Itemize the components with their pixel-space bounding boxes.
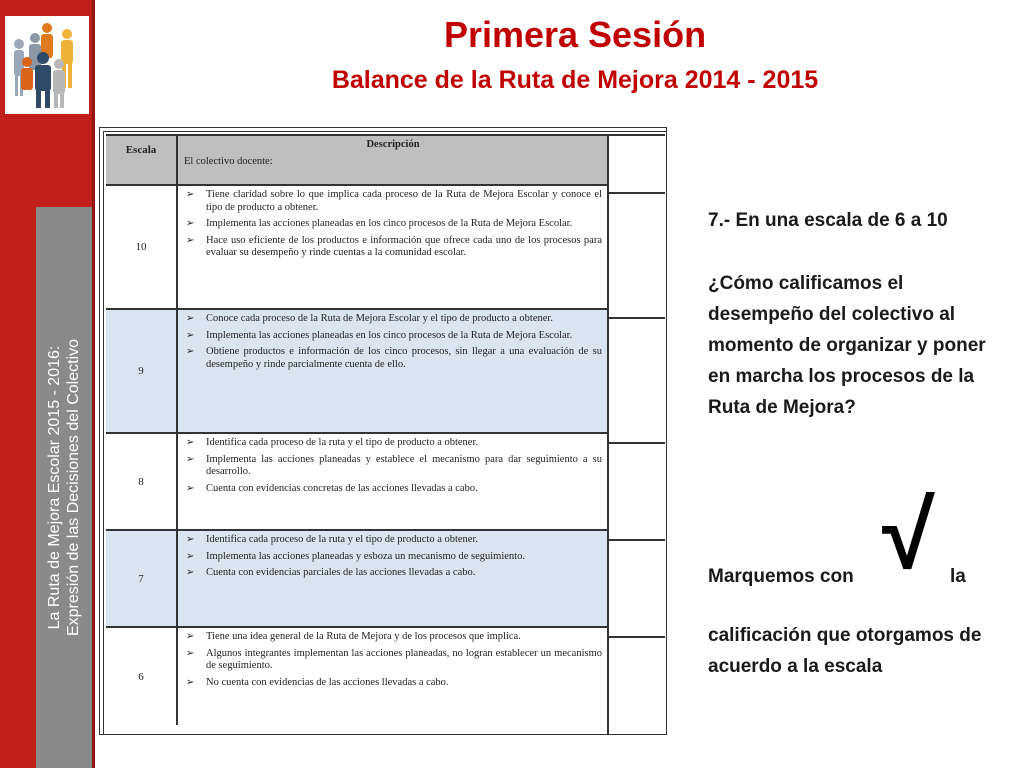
scale-value: 10 [106, 185, 177, 309]
scale-value: 8 [106, 433, 177, 530]
list-item: ➢ Tiene una idea general de la Ruta de Mejora y de los procesos que implica. [184, 631, 602, 644]
list-item: ➢ Cuenta con evidencias concretas de las acciones llevadas a cabo. [184, 483, 602, 496]
sidebar-caption [36, 207, 92, 768]
rating-column [607, 134, 665, 734]
question-number: 7.- En una escala de 6 a 10 [708, 210, 948, 231]
page-subtitle: Balance de la Ruta de Mejora 2014 - 2015 [331, 66, 819, 94]
scale-value: 7 [106, 530, 177, 627]
rubric-table-frame [99, 127, 667, 735]
list-item: ➢ Implementa las acciones planeadas en los cinco procesos de la Ruta de Mejora Escolar. [184, 330, 602, 343]
scale-description [177, 627, 608, 725]
team-logo [5, 16, 89, 114]
scale-value: 9 [106, 309, 177, 433]
scale-description [177, 185, 608, 309]
rating-cell-9[interactable] [607, 317, 665, 442]
rating-cell-8[interactable] [607, 442, 665, 539]
side-band-edge [92, 0, 95, 768]
table-header-row [106, 135, 608, 185]
list-item: ➢ Hace uso eficiente de los productos e información que ofrece cada uno de los procesos para evaluar su desempeño y rinde cuentas a la comunidad escolar. [184, 235, 602, 260]
list-item: ➢ No cuenta con evidencias de las acciones llevadas a cabo. [184, 677, 602, 690]
list-item: ➢ Obtiene productos e información de los cinco procesos, sin llegar a una evaluación de su desempeño y rinde parcialmente cuenta de ello. [184, 346, 602, 371]
table-row [106, 530, 608, 627]
table-row [106, 433, 608, 530]
rubric-table [106, 134, 608, 725]
header-description-label: Descripción [366, 139, 420, 150]
scale-description [177, 530, 608, 627]
list-item: ➢ Identifica cada proceso de la ruta y el tipo de producto a obtener. [184, 534, 602, 547]
header-description-sub: El colectivo docente: [184, 156, 273, 167]
list-item: ➢ Implementa las acciones planeadas y establece el mecanismo para dar seguimiento a su desarrollo. [184, 454, 602, 479]
list-item: ➢ Cuenta con evidencias parciales de las acciones llevadas a cabo. [184, 567, 602, 580]
scale-description [177, 433, 608, 530]
rating-cell-header [607, 134, 665, 192]
list-item: ➢ Tiene claridad sobre lo que implica cada proceso de la Ruta de Mejora Escolar y conoce el tipo de producto a obtener. [184, 189, 602, 214]
question-text: ¿Cómo calificamos el desempeño del colectivo al momento de organizar y poner en marcha los procesos de la Ruta de Mejora? [708, 273, 986, 418]
list-item: ➢ Implementa las acciones planeadas y esboza un mecanismo de seguimiento. [184, 551, 602, 564]
checkmark-icon: √ [882, 482, 935, 589]
table-row [106, 185, 608, 309]
mark-instruction-rest: calificación que otorgamos de acuerdo a la escala [708, 625, 982, 677]
sidebar-caption-line1: La Ruta de Mejora Escolar 2015 - 2016: [46, 345, 63, 630]
rating-cell-10[interactable] [607, 192, 665, 317]
sidebar-caption-line2: Expresión de las Decisiones del Colectivo [65, 338, 82, 637]
scale-description [177, 309, 608, 433]
list-item: ➢ Conoce cada proceso de la Ruta de Mejora Escolar y el tipo de producto a obtener. [184, 313, 602, 326]
mark-instruction-la: la [950, 566, 966, 587]
table-row [106, 309, 608, 433]
table-row [106, 627, 608, 725]
page-title: Primera Sesión [443, 14, 707, 55]
list-item: ➢ Implementa las acciones planeadas en los cinco procesos de la Ruta de Mejora Escolar. [184, 218, 602, 231]
list-item: ➢ Identifica cada proceso de la ruta y el tipo de producto a obtener. [184, 437, 602, 450]
header-description [177, 135, 608, 185]
mark-instruction-start: Marquemos con [708, 566, 854, 587]
header-scale: Escala [106, 135, 177, 185]
list-item: ➢ Algunos integrantes implementan las acciones planeadas, no logran establecer un mecanismo de seguimiento. [184, 648, 602, 673]
rating-cell-7[interactable] [607, 539, 665, 636]
sidebar-caption-box [36, 207, 92, 768]
scale-value: 6 [106, 627, 177, 725]
rating-cell-6[interactable] [607, 636, 665, 734]
